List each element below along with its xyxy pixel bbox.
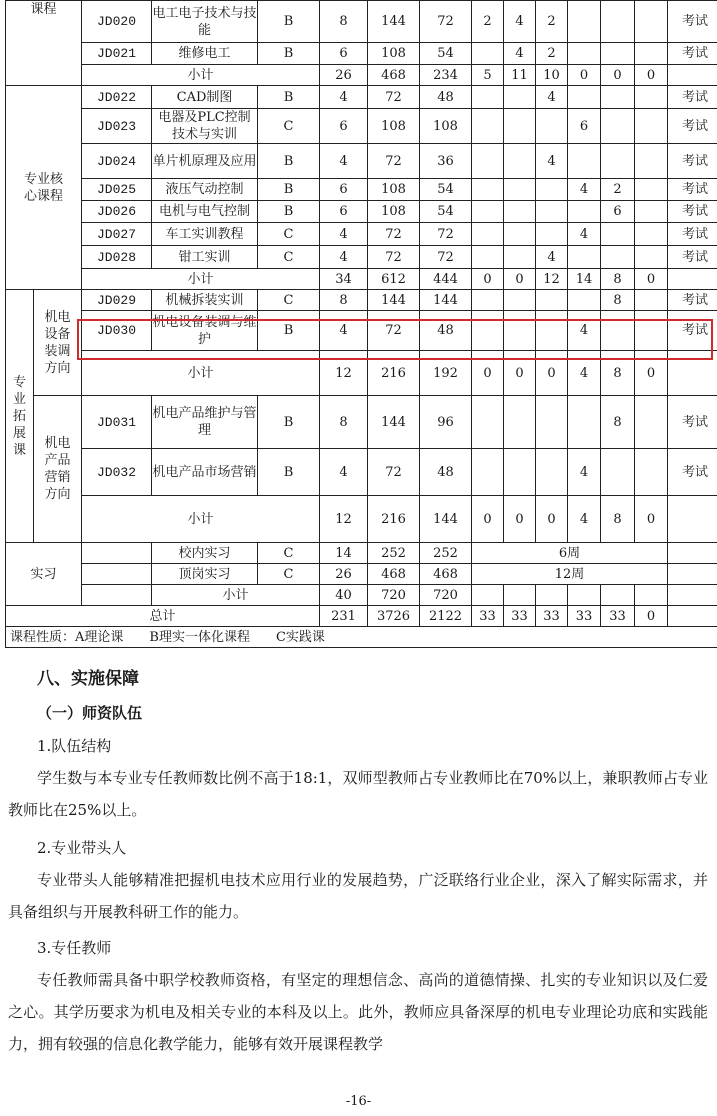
exam-type <box>668 269 717 290</box>
group-label-practice: 实习 <box>6 543 82 606</box>
course-credit: 4 <box>320 311 368 351</box>
subtotal-semester: 0 <box>472 269 504 290</box>
total-semester: 33 <box>601 606 635 627</box>
subtotal-semester: 0 <box>635 496 668 543</box>
course-hours: 108 <box>368 43 420 65</box>
semester-hours <box>635 449 668 496</box>
course-type: C <box>258 223 320 246</box>
semester-hours <box>536 109 568 144</box>
semester-hours: 2 <box>536 43 568 65</box>
course-credit: 6 <box>320 179 368 201</box>
item2-text: 专业带头人能够精准把握机电技术应用行业的发展趋势，广泛联络行业企业，深入了解实际需求，并具备组织与开展教科研工作的能力。 <box>8 871 708 921</box>
course-theory-hours: 72 <box>420 246 472 269</box>
subtotal-theory: 234 <box>420 65 472 86</box>
exam-type: 考试 <box>668 43 717 65</box>
subtotal-semester: 4 <box>568 496 601 543</box>
semester-hours <box>472 290 504 311</box>
subtotal-semester: 0 <box>536 496 568 543</box>
course-type: B <box>258 449 320 496</box>
table-row <box>6 564 717 585</box>
semester-hours <box>635 1 668 43</box>
semester-hours <box>536 311 568 351</box>
semester-hours: 4 <box>504 1 536 43</box>
subtotal-semester: 8 <box>601 351 635 396</box>
total-hours: 3726 <box>368 606 420 627</box>
semester-hours <box>536 290 568 311</box>
page-number: -16- <box>345 1094 372 1109</box>
subtotal-label: 小计 <box>82 65 320 86</box>
semester-hours <box>536 223 568 246</box>
exam-type: 考试 <box>668 396 717 449</box>
course-theory-hours: 144 <box>420 290 472 311</box>
subtotal-theory: 192 <box>420 351 472 396</box>
semester-hours <box>472 201 504 223</box>
course-type: B <box>258 43 320 65</box>
exam-type: 考试 <box>668 144 717 179</box>
course-hours: 72 <box>368 246 420 269</box>
semester-hours <box>635 246 668 269</box>
semester-hours: 8 <box>601 290 635 311</box>
table-row <box>6 43 717 65</box>
course-credit: 8 <box>320 1 368 43</box>
course-code: JD032 <box>82 449 152 496</box>
item3-title: 3.专任教师 <box>37 939 112 957</box>
semester-hours <box>601 1 635 43</box>
table-row <box>6 1 717 43</box>
subtotal-semester: 0 <box>472 351 504 396</box>
subtotal-hours: 720 <box>368 585 420 606</box>
course-name: CAD制图 <box>152 86 258 109</box>
course-hours: 72 <box>368 144 420 179</box>
exam-type <box>668 606 717 627</box>
course-code: JD024 <box>82 144 152 179</box>
course-hours: 72 <box>368 223 420 246</box>
course-theory-hours: 108 <box>420 109 472 144</box>
course-hours: 72 <box>368 311 420 351</box>
table-row <box>6 606 717 627</box>
table-row <box>6 223 717 246</box>
semester-hours: 4 <box>504 43 536 65</box>
exam-type: 考试 <box>668 1 717 43</box>
semester-hours <box>601 311 635 351</box>
course-theory-hours: 54 <box>420 43 472 65</box>
course-code: JD027 <box>82 223 152 246</box>
course-code: JD030 <box>82 311 152 351</box>
subtotal-credit: 26 <box>320 65 368 86</box>
total-semester: 33 <box>568 606 601 627</box>
subtotal-label: 小计 <box>152 585 320 606</box>
semester-hours <box>536 585 568 606</box>
exam-type <box>668 564 717 585</box>
table-row <box>6 396 717 449</box>
table-row <box>6 65 717 86</box>
subtotal-semester: 0 <box>504 496 536 543</box>
subtotal-semester: 0 <box>536 351 568 396</box>
semester-hours <box>601 223 635 246</box>
semester-hours <box>635 144 668 179</box>
subtotal-semester: 0 <box>472 496 504 543</box>
table-row <box>6 311 717 351</box>
item3-text: 专任教师需具备中职学校教师资格，有坚定的理想信念、高尚的道德情操、扎实的专业知识以及仁爱之心。其学历要求为机电及相关专业的本科及以上。此外，教师应具备深厚的机电专业理论功底和实践能力，拥有较强的信息化教学能力，能够有效开展课程教学 <box>8 971 708 1053</box>
course-code: JD028 <box>82 246 152 269</box>
group-label-extension: 专业拓展课 <box>6 290 34 543</box>
table-row <box>6 201 717 223</box>
course-hours: 468 <box>368 564 420 585</box>
semester-hours <box>635 43 668 65</box>
semester-hours <box>536 449 568 496</box>
course-type: B <box>258 311 320 351</box>
semester-hours <box>601 109 635 144</box>
semester-hours <box>472 43 504 65</box>
exam-type: 考试 <box>668 449 717 496</box>
course-credit: 8 <box>320 290 368 311</box>
course-name: 电机与电气控制 <box>152 201 258 223</box>
semester-hours <box>472 86 504 109</box>
total-semester: 33 <box>504 606 536 627</box>
subtotal-hours: 216 <box>368 496 420 543</box>
semester-hours: 4 <box>568 311 601 351</box>
course-credit: 26 <box>320 564 368 585</box>
semester-hours <box>635 311 668 351</box>
course-type: B <box>258 179 320 201</box>
semester-hours: 2 <box>536 1 568 43</box>
course-credit: 4 <box>320 449 368 496</box>
semester-hours <box>635 86 668 109</box>
subtotal-semester: 0 <box>504 351 536 396</box>
table-row <box>6 109 717 144</box>
course-name: 电器及PLC控制技术与实训 <box>152 109 258 144</box>
course-name: 机电产品市场营销 <box>152 449 258 496</box>
course-hours: 144 <box>368 290 420 311</box>
semester-hours: 4 <box>568 223 601 246</box>
subtotal-semester: 12 <box>536 269 568 290</box>
course-code <box>82 564 152 585</box>
semester-hours <box>472 585 504 606</box>
course-hours: 108 <box>368 109 420 144</box>
course-code: JD022 <box>82 86 152 109</box>
course-hours: 144 <box>368 396 420 449</box>
exam-type: 考试 <box>668 290 717 311</box>
course-credit: 4 <box>320 86 368 109</box>
total-theory: 2122 <box>420 606 472 627</box>
course-theory-hours: 48 <box>420 449 472 496</box>
total-credit: 231 <box>320 606 368 627</box>
semester-hours <box>568 201 601 223</box>
course-name: 机电设备装调与维护 <box>152 311 258 351</box>
course-theory-hours: 54 <box>420 179 472 201</box>
course-code: JD031 <box>82 396 152 449</box>
semester-hours <box>635 585 668 606</box>
course-credit: 4 <box>320 144 368 179</box>
table-row <box>6 269 717 290</box>
course-type: B <box>258 86 320 109</box>
course-theory-hours: 48 <box>420 86 472 109</box>
subtotal-theory: 444 <box>420 269 472 290</box>
table-row <box>6 144 717 179</box>
subtotal-label: 小计 <box>82 269 320 290</box>
course-theory-hours: 54 <box>420 201 472 223</box>
exam-type <box>668 585 717 606</box>
subtotal-semester: 11 <box>504 65 536 86</box>
semester-hours <box>635 290 668 311</box>
item1-text: 学生数与本专业专任教师数比例不高于18:1，双师型教师占专业教师比在70%以上，兼职教师占专业教师比在25%以上。 <box>8 769 708 819</box>
course-type: C <box>258 564 320 585</box>
semester-hours <box>504 290 536 311</box>
semester-hours <box>568 144 601 179</box>
curriculum-table <box>5 0 717 648</box>
course-code <box>82 585 152 606</box>
semester-hours <box>635 179 668 201</box>
subtotal-semester: 0 <box>601 65 635 86</box>
semester-hours <box>472 311 504 351</box>
semester-hours <box>472 144 504 179</box>
semester-hours <box>472 449 504 496</box>
semester-hours <box>568 43 601 65</box>
course-type-note: 课程性质：A理论课 B理实一体化课程 C实践课 <box>6 627 717 648</box>
course-hours: 144 <box>368 1 420 43</box>
semester-hours <box>536 201 568 223</box>
semester-hours <box>472 246 504 269</box>
total-label: 总计 <box>6 606 320 627</box>
course-name: 维修电工 <box>152 43 258 65</box>
course-theory-hours: 72 <box>420 1 472 43</box>
semester-hours: 4 <box>568 449 601 496</box>
exam-type <box>668 496 717 543</box>
semester-hours <box>635 396 668 449</box>
semester-hours: 4 <box>568 179 601 201</box>
group-label-top: 课程 <box>6 1 82 86</box>
semester-hours <box>472 179 504 201</box>
semester-hours <box>504 396 536 449</box>
semester-hours <box>504 311 536 351</box>
course-code: JD020 <box>82 1 152 43</box>
semester-hours <box>472 223 504 246</box>
subtotal-label: 小计 <box>82 496 320 543</box>
table-row <box>6 246 717 269</box>
subtotal-semester: 8 <box>601 269 635 290</box>
semester-hours: 8 <box>601 396 635 449</box>
table-row <box>6 290 717 311</box>
semester-hours <box>635 109 668 144</box>
semester-hours <box>601 585 635 606</box>
course-name: 液压气动控制 <box>152 179 258 201</box>
semester-hours <box>504 201 536 223</box>
course-name: 钳工实训 <box>152 246 258 269</box>
subtotal-semester: 14 <box>568 269 601 290</box>
subtotal-semester: 0 <box>635 269 668 290</box>
semester-hours: 6 <box>568 109 601 144</box>
exam-type: 考试 <box>668 246 717 269</box>
course-type: B <box>258 144 320 179</box>
course-name: 机电产品维护与管理 <box>152 396 258 449</box>
course-credit: 4 <box>320 246 368 269</box>
subtotal-semester: 0 <box>635 65 668 86</box>
subtotal-semester: 4 <box>568 351 601 396</box>
subtotal-credit: 12 <box>320 351 368 396</box>
semester-hours <box>601 246 635 269</box>
semester-hours <box>504 179 536 201</box>
course-name: 顶岗实习 <box>152 564 258 585</box>
exam-type: 考试 <box>668 223 717 246</box>
course-theory-hours: 72 <box>420 223 472 246</box>
semester-hours: 6 <box>601 201 635 223</box>
exam-type: 考试 <box>668 179 717 201</box>
direction-label-2: 机电产品营销方向 <box>34 396 82 543</box>
semester-hours <box>504 109 536 144</box>
course-hours: 108 <box>368 179 420 201</box>
course-code: JD025 <box>82 179 152 201</box>
semester-hours <box>472 396 504 449</box>
subtotal-theory: 144 <box>420 496 472 543</box>
course-theory-hours: 96 <box>420 396 472 449</box>
semester-hours <box>601 43 635 65</box>
semester-hours <box>568 246 601 269</box>
course-hours: 72 <box>368 86 420 109</box>
practice-period: 12周 <box>472 564 668 585</box>
course-name: 机械拆装实训 <box>152 290 258 311</box>
course-type: C <box>258 543 320 564</box>
subtotal-credit: 34 <box>320 269 368 290</box>
course-type: B <box>258 1 320 43</box>
course-credit: 6 <box>320 201 368 223</box>
semester-hours <box>568 290 601 311</box>
semester-hours <box>472 109 504 144</box>
total-semester: 33 <box>536 606 568 627</box>
exam-type: 考试 <box>668 109 717 144</box>
subtotal-hours: 612 <box>368 269 420 290</box>
table-row <box>6 543 717 564</box>
semester-hours: 4 <box>536 246 568 269</box>
direction-label-1: 机电设备装调方向 <box>34 290 82 396</box>
subtotal-hours: 216 <box>368 351 420 396</box>
exam-type: 考试 <box>668 311 717 351</box>
table-row <box>6 179 717 201</box>
exam-type: 考试 <box>668 201 717 223</box>
semester-hours <box>635 223 668 246</box>
course-name: 车工实训教程 <box>152 223 258 246</box>
semester-hours <box>568 86 601 109</box>
course-name: 校内实习 <box>152 543 258 564</box>
semester-hours <box>504 246 536 269</box>
semester-hours <box>601 449 635 496</box>
course-code: JD021 <box>82 43 152 65</box>
semester-hours <box>568 585 601 606</box>
semester-hours: 4 <box>536 86 568 109</box>
exam-type <box>668 351 717 396</box>
subtotal-semester: 8 <box>601 496 635 543</box>
course-theory-hours: 48 <box>420 311 472 351</box>
practice-period: 6周 <box>472 543 668 564</box>
group-label-core: 专业核心课程 <box>6 86 82 290</box>
course-credit: 8 <box>320 396 368 449</box>
section-heading: 八、实施保障 <box>37 669 139 689</box>
exam-type <box>668 65 717 86</box>
table-row <box>6 449 717 496</box>
semester-hours: 4 <box>536 144 568 179</box>
semester-hours: 2 <box>601 179 635 201</box>
total-semester: 0 <box>635 606 668 627</box>
subtotal-semester: 5 <box>472 65 504 86</box>
table-row <box>6 86 717 109</box>
exam-type: 考试 <box>668 86 717 109</box>
course-code: JD029 <box>82 290 152 311</box>
subtotal-semester: 0 <box>635 351 668 396</box>
subtotal-hours: 468 <box>368 65 420 86</box>
course-theory-hours: 468 <box>420 564 472 585</box>
course-type: C <box>258 246 320 269</box>
course-theory-hours: 36 <box>420 144 472 179</box>
course-hours: 108 <box>368 201 420 223</box>
table-row <box>6 496 717 543</box>
course-type: B <box>258 201 320 223</box>
total-semester: 33 <box>472 606 504 627</box>
subtotal-label: 小计 <box>82 351 320 396</box>
course-name: 单片机原理及应用 <box>152 144 258 179</box>
subsection-heading: （一）师资队伍 <box>37 704 143 722</box>
semester-hours <box>601 144 635 179</box>
table-row <box>6 585 717 606</box>
semester-hours <box>568 396 601 449</box>
course-name: 电工电子技术与技能 <box>152 1 258 43</box>
course-code: JD026 <box>82 201 152 223</box>
semester-hours <box>635 201 668 223</box>
course-type: C <box>258 290 320 311</box>
semester-hours <box>504 144 536 179</box>
item2-title: 2.专业带头人 <box>37 839 127 857</box>
course-code <box>82 543 152 564</box>
course-code: JD023 <box>82 109 152 144</box>
subtotal-semester: 0 <box>504 269 536 290</box>
subtotal-credit: 40 <box>320 585 368 606</box>
course-type: C <box>258 109 320 144</box>
semester-hours <box>601 86 635 109</box>
semester-hours: 2 <box>472 1 504 43</box>
course-credit: 14 <box>320 543 368 564</box>
exam-type <box>668 543 717 564</box>
course-hours: 252 <box>368 543 420 564</box>
course-theory-hours: 252 <box>420 543 472 564</box>
subtotal-semester: 0 <box>568 65 601 86</box>
item1-title: 1.队伍结构 <box>37 737 112 755</box>
course-type: B <box>258 396 320 449</box>
subtotal-semester: 10 <box>536 65 568 86</box>
table-row <box>6 351 717 396</box>
semester-hours <box>504 86 536 109</box>
subtotal-theory: 720 <box>420 585 472 606</box>
course-credit: 6 <box>320 43 368 65</box>
semester-hours <box>504 223 536 246</box>
course-hours: 72 <box>368 449 420 496</box>
semester-hours <box>536 396 568 449</box>
course-credit: 4 <box>320 223 368 246</box>
course-credit: 6 <box>320 109 368 144</box>
semester-hours <box>504 585 536 606</box>
semester-hours <box>504 449 536 496</box>
table-row <box>6 627 717 648</box>
semester-hours <box>568 1 601 43</box>
semester-hours <box>536 179 568 201</box>
subtotal-credit: 12 <box>320 496 368 543</box>
